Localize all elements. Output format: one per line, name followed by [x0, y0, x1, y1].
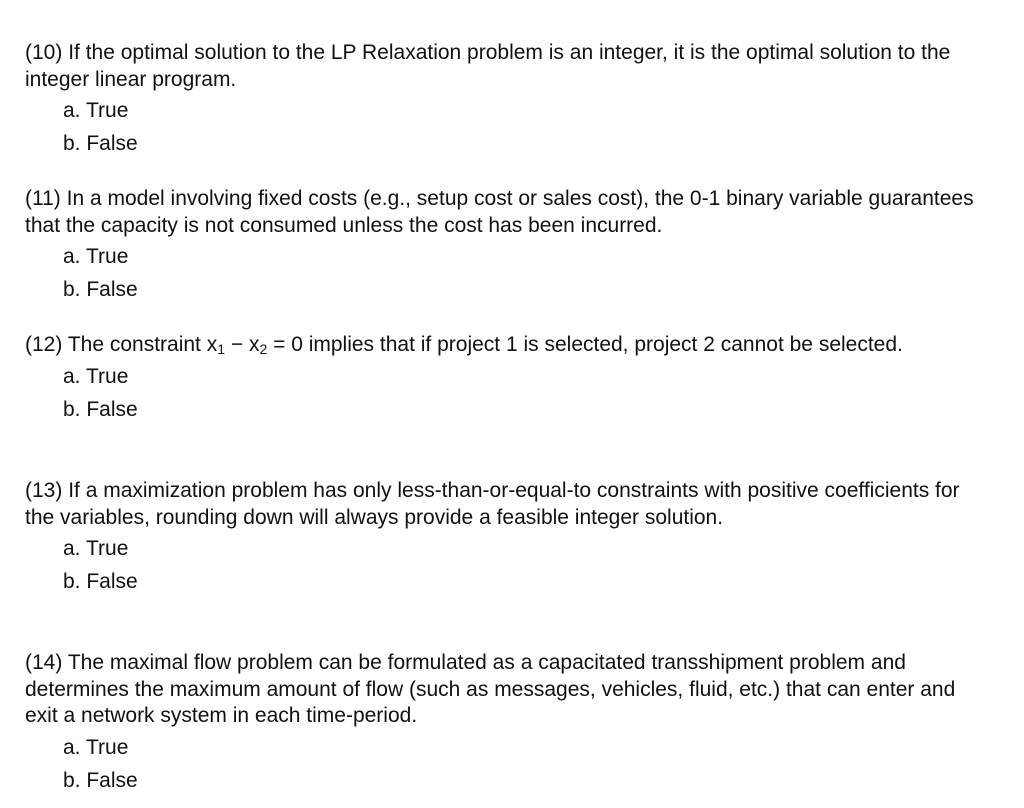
question-number: (10) — [25, 41, 63, 64]
question-10 — [25, 40, 985, 157]
option-b[interactable]: b. False — [63, 278, 138, 301]
subscript-1: 1 — [217, 341, 226, 357]
question-text-end: = 0 implies that if project 1 is selected, project 2 cannot be selected. — [267, 333, 903, 356]
subscript-2: 2 — [259, 341, 268, 357]
question-text-start: The constraint x — [67, 333, 218, 356]
question-number: (12) — [25, 333, 63, 356]
option-a[interactable]: a. True — [63, 245, 129, 268]
option-b[interactable]: b. False — [63, 397, 138, 421]
question-stem — [25, 650, 985, 730]
question-text: The maximal flow problem can be formulated as a capacitated transshipment problem and determines the maximum amount of flow (such as messages, vehicles, fluid, etc.) that can enter and exit a network system in each time-period. — [25, 651, 956, 727]
minus-operator: − x — [225, 333, 260, 356]
option-a[interactable]: a. True — [63, 99, 129, 122]
question-number: (14) — [25, 651, 63, 674]
option-a[interactable]: a. True — [63, 735, 129, 759]
question-11 — [25, 186, 985, 303]
question-stem — [25, 332, 985, 359]
option-b[interactable]: b. False — [63, 132, 138, 155]
question-text: If the optimal solution to the LP Relaxation problem is an integer, it is the optimal solution to the integer linear program. — [25, 41, 951, 91]
question-14 — [25, 650, 985, 794]
question-stem — [25, 40, 985, 93]
question-number: (11) — [25, 187, 61, 210]
option-b[interactable]: b. False — [63, 570, 138, 593]
question-text: In a model involving fixed costs (e.g., setup cost or sales cost), the 0-1 binary variable guarantees that the capacity is not consumed unless the cost has been incurred. — [25, 187, 974, 237]
question-12 — [25, 332, 985, 423]
question-number: (13) — [25, 479, 63, 502]
question-13 — [25, 478, 985, 595]
option-b[interactable]: b. False — [63, 768, 138, 792]
question-text: If a maximization problem has only less-than-or-equal-to constraints with positive coefficients for the variables, rounding down will always provide a feasible integer solution. — [25, 479, 960, 529]
option-a[interactable]: a. True — [63, 364, 129, 388]
option-a[interactable]: a. True — [63, 537, 129, 560]
question-stem — [25, 478, 985, 531]
question-stem — [25, 186, 985, 239]
